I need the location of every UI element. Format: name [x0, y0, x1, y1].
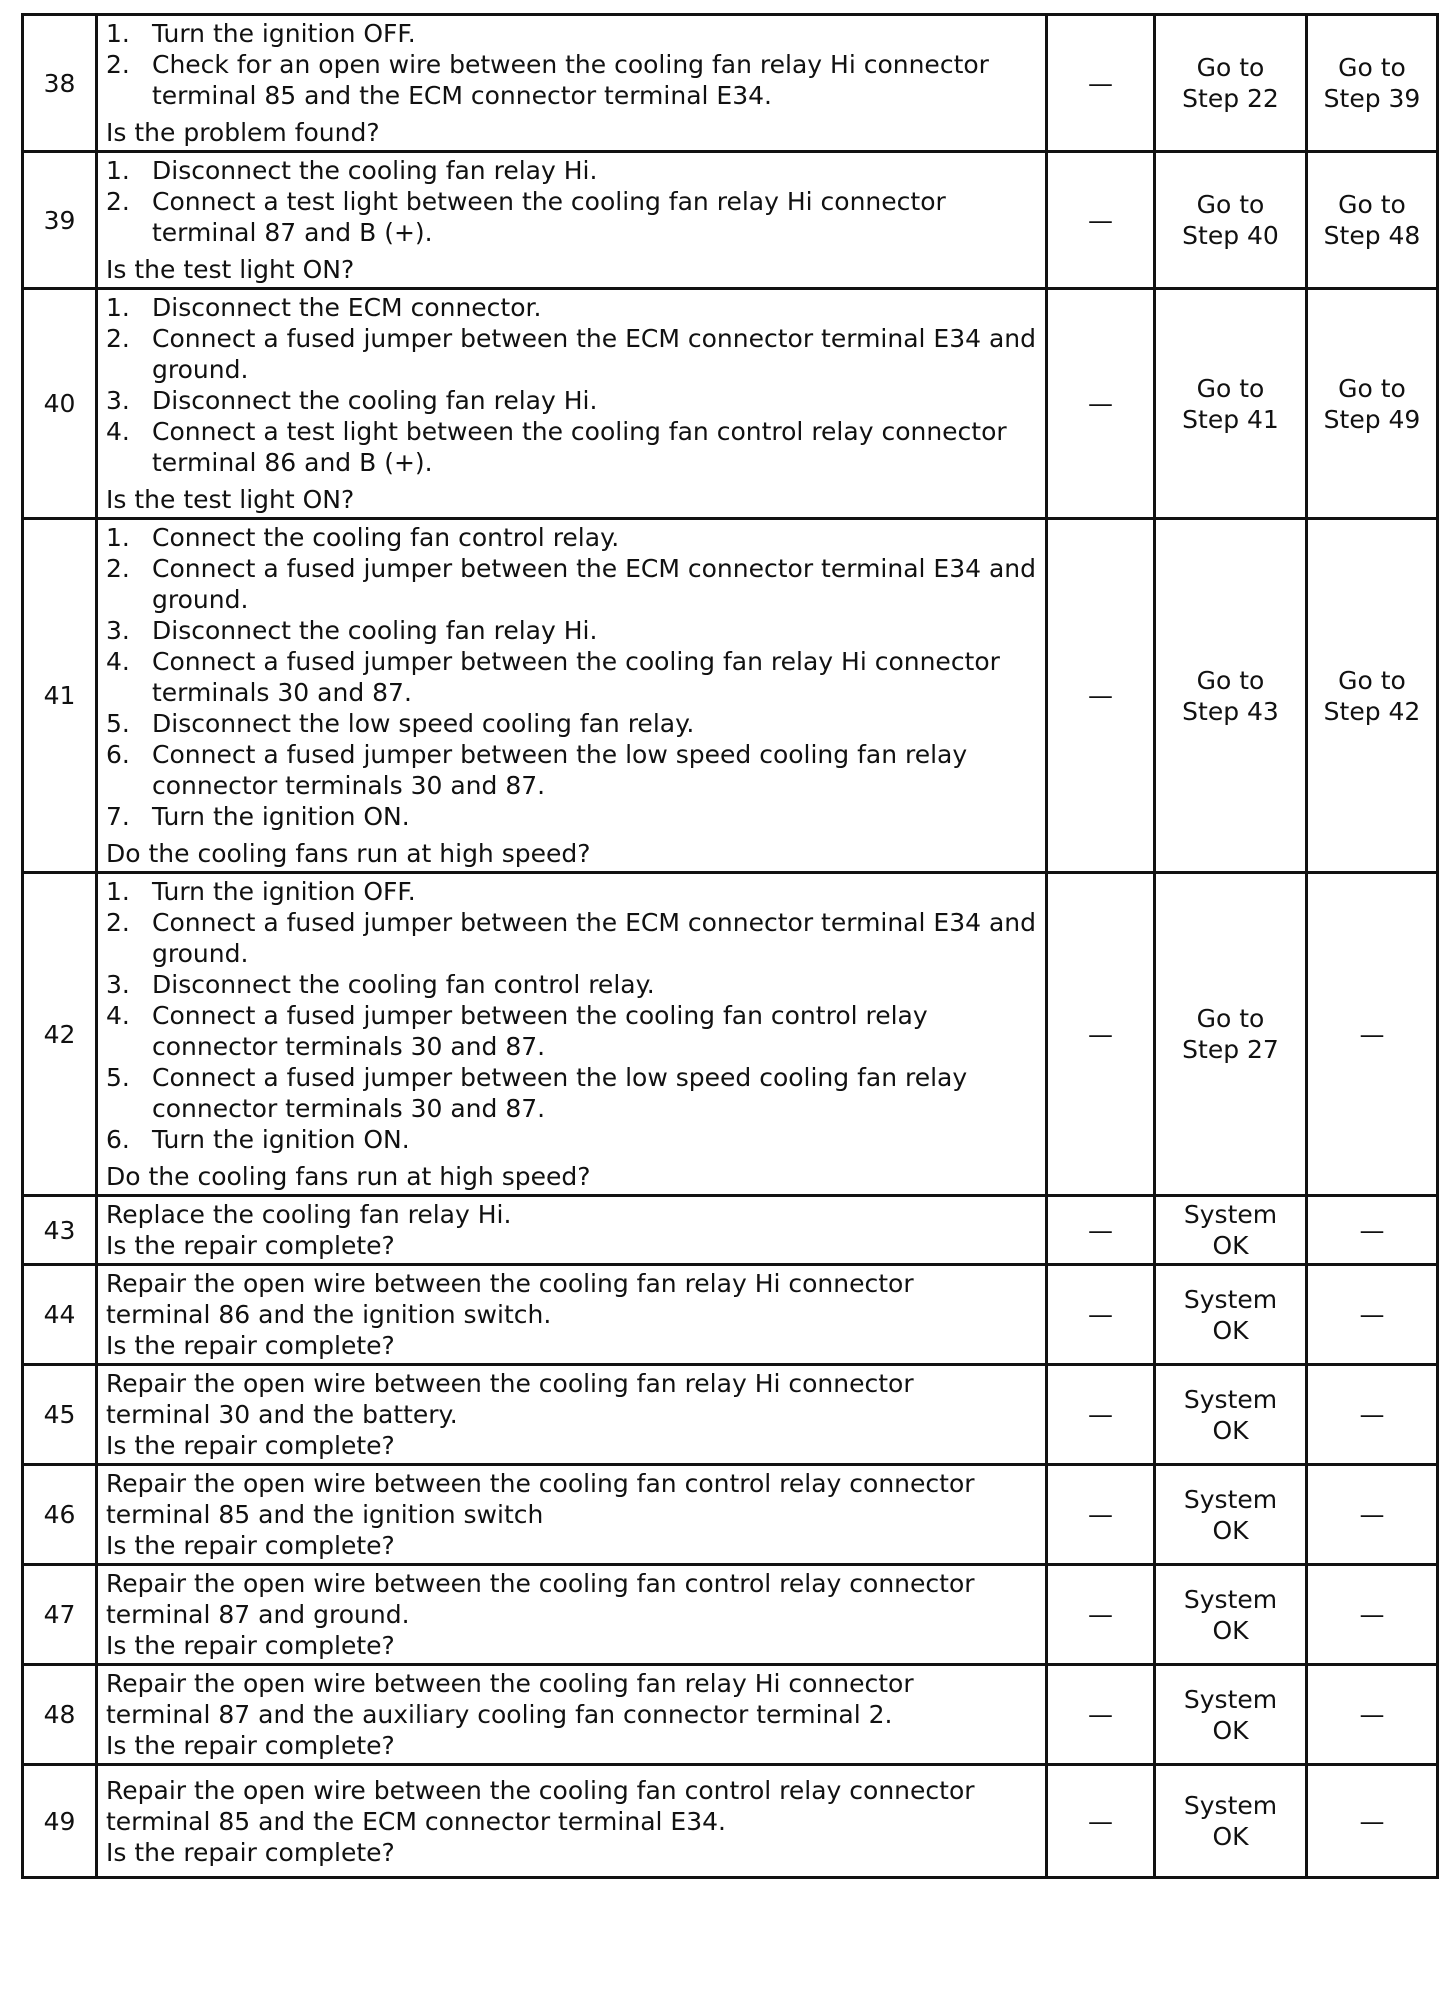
- table-row: [23, 1196, 1438, 1265]
- no-cell: [1307, 873, 1438, 1196]
- action-step-text: Connect the cooling fan control relay.: [152, 523, 620, 552]
- yes-cell: [1155, 1365, 1307, 1465]
- action-line: terminal 85 and the ignition switch: [106, 1500, 544, 1529]
- action-step: 1. Disconnect the cooling fan relay Hi.: [106, 156, 598, 185]
- value-cell: —: [1047, 1565, 1155, 1665]
- action-line: Is the repair complete?: [106, 1431, 395, 1460]
- no-result: —: [1359, 1500, 1385, 1529]
- value-cell: —: [1047, 1665, 1155, 1765]
- action-line: terminal 85 and the ECM connector terminal E34.: [106, 1806, 726, 1836]
- action-cell: [97, 873, 1047, 1196]
- action-cell: [97, 1765, 1047, 1878]
- action-step-text: Connect a fused jumper between the cooling fan control relay connector terminals 30 and 87.: [152, 1001, 928, 1061]
- step-number: 43: [23, 1196, 97, 1265]
- no-cell: [1307, 1565, 1438, 1665]
- value-cell: —: [1047, 1465, 1155, 1565]
- yes-result: Go to Step 27: [1182, 1004, 1279, 1064]
- action-cell: [97, 289, 1047, 519]
- table-body: [23, 15, 1438, 1878]
- no-cell: [1307, 289, 1438, 519]
- action-steps: [106, 18, 1039, 111]
- step-number: 40: [23, 289, 97, 519]
- action-step-text: Connect a test light between the cooling fan relay Hi connector terminal 87 and B (+).: [152, 187, 946, 247]
- action-line: Is the repair complete?: [106, 1531, 395, 1560]
- action-step-text: Connect a fused jumper between the low speed cooling fan relay connector terminals 30 and 87.: [152, 740, 968, 800]
- table-row: [23, 1365, 1438, 1465]
- no-result: Go to Step 48: [1323, 190, 1421, 250]
- action-step: 2. Connect a fused jumper between the ECM connector terminal E34 and ground.: [106, 908, 1037, 968]
- action-steps: [106, 292, 1039, 478]
- value-cell: —: [1047, 1365, 1155, 1465]
- step-number: 44: [23, 1265, 97, 1365]
- yes-result: System OK: [1183, 1284, 1278, 1345]
- action-step: 1. Turn the ignition OFF.: [106, 19, 416, 48]
- table-row: [23, 1565, 1438, 1665]
- action-cell: [97, 1465, 1047, 1565]
- action-step: 5. Disconnect the low speed cooling fan relay.: [106, 709, 695, 738]
- table-row: [23, 289, 1438, 519]
- value-cell: —: [1047, 15, 1155, 152]
- diagnostic-table: [21, 13, 1439, 1879]
- no-result: Go to Step 39: [1323, 53, 1421, 113]
- no-cell: [1307, 152, 1438, 289]
- step-number: 41: [23, 519, 97, 873]
- yes-result: System OK: [1183, 1584, 1278, 1645]
- yes-cell: [1155, 15, 1307, 152]
- action-cell: [97, 1565, 1047, 1665]
- value-cell: —: [1047, 1765, 1155, 1878]
- action-step: 1. Connect the cooling fan control relay.: [106, 523, 620, 552]
- no-result: —: [1359, 1600, 1385, 1629]
- no-result: —: [1359, 1019, 1385, 1049]
- action-step-text: Disconnect the cooling fan control relay.: [152, 970, 655, 999]
- yes-cell: [1155, 873, 1307, 1196]
- action-line: terminal 86 and the ignition switch.: [106, 1300, 552, 1329]
- action-line: Is the repair complete?: [106, 1231, 395, 1260]
- action-cell: [97, 1665, 1047, 1765]
- yes-cell: [1155, 519, 1307, 873]
- yes-cell: [1155, 1665, 1307, 1765]
- action-step-text: Disconnect the cooling fan relay Hi.: [152, 156, 598, 185]
- yes-cell: [1155, 152, 1307, 289]
- table-row: [23, 873, 1438, 1196]
- action-line: Is the repair complete?: [106, 1837, 395, 1867]
- yes-result: System OK: [1183, 1484, 1278, 1545]
- action-cell: [97, 519, 1047, 873]
- yes-result: Go to Step 40: [1182, 190, 1279, 250]
- action-cell: [97, 1365, 1047, 1465]
- action-step-text: Turn the ignition ON.: [152, 1125, 410, 1154]
- question-text: Do the cooling fans run at high speed?: [106, 1162, 591, 1191]
- value-cell: —: [1047, 1196, 1155, 1265]
- value-cell: —: [1047, 873, 1155, 1196]
- action-step-text: Turn the ignition ON.: [152, 802, 410, 831]
- no-result: —: [1359, 1700, 1385, 1729]
- action-step: 2. Connect a test light between the cooling fan relay Hi connector terminal 87 and B (+).: [106, 187, 946, 247]
- action-step-text: Connect a fused jumper between the low speed cooling fan relay connector terminals 30 and 87.: [152, 1063, 968, 1123]
- action-line: Repair the open wire between the cooling fan control relay connector: [106, 1469, 975, 1498]
- yes-cell: [1155, 1465, 1307, 1565]
- action-steps: [106, 876, 1039, 1155]
- yes-cell: [1155, 1265, 1307, 1365]
- action-steps: [106, 155, 1039, 248]
- yes-result: Go to Step 43: [1182, 665, 1279, 726]
- action-cell: [97, 15, 1047, 152]
- action-step-text: Connect a test light between the cooling fan control relay connector terminal 86 and B (+).: [152, 417, 1007, 477]
- question-text: Do the cooling fans run at high speed?: [106, 839, 591, 868]
- action-line: Is the repair complete?: [106, 1631, 395, 1660]
- step-number: 49: [23, 1765, 97, 1878]
- question-text: Is the test light ON?: [106, 485, 355, 514]
- value-cell: —: [1047, 289, 1155, 519]
- table-row: [23, 519, 1438, 873]
- yes-cell: [1155, 289, 1307, 519]
- value-cell: —: [1047, 152, 1155, 289]
- action-step-text: Turn the ignition OFF.: [152, 19, 416, 48]
- action-line: Repair the open wire between the cooling fan relay Hi connector: [106, 1369, 914, 1398]
- table-row: [23, 1265, 1438, 1365]
- step-number: 38: [23, 15, 97, 152]
- table-row: [23, 1665, 1438, 1765]
- table-row: [23, 1465, 1438, 1565]
- question-text: Is the problem found?: [106, 118, 380, 147]
- no-result: —: [1359, 1400, 1385, 1429]
- yes-result: System OK: [1183, 1200, 1278, 1260]
- action-line: terminal 87 and ground.: [106, 1600, 410, 1629]
- action-cell: [97, 1265, 1047, 1365]
- yes-result: System OK: [1183, 1791, 1278, 1851]
- action-step: 7. Turn the ignition ON.: [106, 802, 410, 831]
- action-line: terminal 87 and the auxiliary cooling fan connector terminal 2.: [106, 1700, 893, 1729]
- action-step: 1. Turn the ignition OFF.: [106, 877, 416, 906]
- action-step: 3. Disconnect the cooling fan relay Hi.: [106, 386, 598, 415]
- action-line: Repair the open wire between the cooling fan relay Hi connector: [106, 1269, 914, 1298]
- step-number: 45: [23, 1365, 97, 1465]
- yes-result: Go to Step 22: [1182, 53, 1279, 113]
- yes-result: System OK: [1183, 1384, 1278, 1445]
- yes-cell: [1155, 1196, 1307, 1265]
- action-cell: [97, 1196, 1047, 1265]
- action-step: 5. Connect a fused jumper between the low speed cooling fan relay connector terminals 30 and 87.: [106, 1063, 968, 1123]
- step-number: 42: [23, 873, 97, 1196]
- action-step: 2. Connect a fused jumper between the ECM connector terminal E34 and ground.: [106, 554, 1037, 614]
- no-result: Go to Step 42: [1323, 665, 1421, 726]
- action-step-text: Disconnect the cooling fan relay Hi.: [152, 616, 598, 645]
- action-line: Repair the open wire between the cooling fan relay Hi connector: [106, 1669, 914, 1698]
- value-cell: —: [1047, 519, 1155, 873]
- action-step: 4. Connect a fused jumper between the cooling fan control relay connector terminals 30 and 87.: [106, 1001, 928, 1061]
- action-step: 6. Turn the ignition ON.: [106, 1125, 410, 1154]
- no-cell: [1307, 519, 1438, 873]
- no-result: —: [1359, 1806, 1385, 1836]
- table-row: [23, 15, 1438, 152]
- action-step: 6. Connect a fused jumper between the low speed cooling fan relay connector terminals 30 and 87.: [106, 740, 968, 800]
- action-step-text: Disconnect the low speed cooling fan relay.: [152, 709, 695, 738]
- no-result: —: [1359, 1215, 1385, 1245]
- action-step: 1. Disconnect the ECM connector.: [106, 293, 542, 322]
- action-cell: [97, 152, 1047, 289]
- action-step-text: Connect a fused jumper between the ECM connector terminal E34 and ground.: [152, 554, 1037, 614]
- action-line: Replace the cooling fan relay Hi.: [106, 1200, 512, 1229]
- action-line: terminal 30 and the battery.: [106, 1400, 458, 1429]
- no-cell: [1307, 15, 1438, 152]
- action-step: 3. Disconnect the cooling fan relay Hi.: [106, 616, 598, 645]
- no-result: —: [1359, 1300, 1385, 1329]
- no-cell: [1307, 1265, 1438, 1365]
- step-number: 47: [23, 1565, 97, 1665]
- action-step-text: Check for an open wire between the cooling fan relay Hi connector terminal 85 and the ECM connector terminal E34.: [152, 50, 989, 110]
- yes-cell: [1155, 1765, 1307, 1878]
- action-step: 3. Disconnect the cooling fan control relay.: [106, 970, 655, 999]
- step-number: 46: [23, 1465, 97, 1565]
- no-cell: [1307, 1765, 1438, 1878]
- no-cell: [1307, 1465, 1438, 1565]
- value-cell: —: [1047, 1265, 1155, 1365]
- yes-cell: [1155, 1565, 1307, 1665]
- action-step: 4. Connect a test light between the cooling fan control relay connector terminal 86 and B (+).: [106, 417, 1007, 477]
- action-line: Repair the open wire between the cooling fan control relay connector: [106, 1569, 975, 1598]
- step-number: 48: [23, 1665, 97, 1765]
- no-result: Go to Step 49: [1323, 373, 1421, 434]
- action-steps: [106, 522, 1039, 832]
- no-cell: [1307, 1365, 1438, 1465]
- action-line: Repair the open wire between the cooling fan control relay connector: [106, 1775, 975, 1805]
- action-step: 4. Connect a fused jumper between the cooling fan relay Hi connector terminals 30 and 87.: [106, 647, 1000, 707]
- table-row: [23, 152, 1438, 289]
- action-line: Is the repair complete?: [106, 1731, 395, 1760]
- yes-result: Go to Step 41: [1182, 373, 1279, 434]
- action-step-text: Connect a fused jumper between the cooling fan relay Hi connector terminals 30 and 87.: [152, 647, 1000, 707]
- action-step-text: Turn the ignition OFF.: [152, 877, 416, 906]
- action-step: 2. Connect a fused jumper between the ECM connector terminal E34 and ground.: [106, 324, 1037, 384]
- no-cell: [1307, 1196, 1438, 1265]
- action-line: Is the repair complete?: [106, 1331, 395, 1360]
- action-step-text: Connect a fused jumper between the ECM connector terminal E34 and ground.: [152, 908, 1037, 968]
- action-step-text: Disconnect the cooling fan relay Hi.: [152, 386, 598, 415]
- no-cell: [1307, 1665, 1438, 1765]
- yes-result: System OK: [1183, 1684, 1278, 1745]
- question-text: Is the test light ON?: [106, 255, 355, 284]
- step-number: 39: [23, 152, 97, 289]
- action-step-text: Connect a fused jumper between the ECM connector terminal E34 and ground.: [152, 324, 1037, 384]
- action-step: 2. Check for an open wire between the cooling fan relay Hi connector terminal 85 and the ECM connector terminal E34.: [106, 50, 989, 110]
- table-row: [23, 1765, 1438, 1878]
- action-step-text: Disconnect the ECM connector.: [152, 293, 542, 322]
